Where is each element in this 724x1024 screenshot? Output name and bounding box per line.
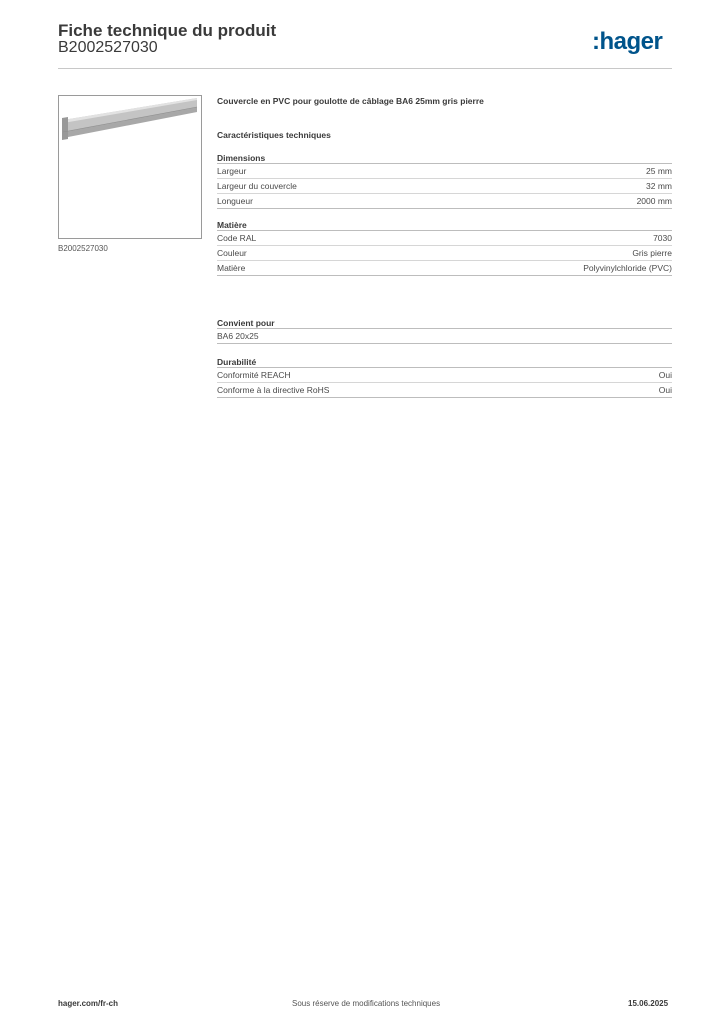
section-material (217, 219, 672, 276)
footer-disclaimer: Sous réserve de modifications techniques (292, 999, 441, 1008)
spec-label: BA6 20x25 (217, 331, 259, 341)
section-sustainability (217, 356, 672, 398)
footer-date: 15.06.2025 (628, 999, 669, 1008)
spec-label: Largeur (217, 166, 247, 176)
product-image (58, 95, 202, 239)
spec-label: Code RAL (217, 233, 257, 243)
spec-value: Oui (658, 385, 672, 395)
product-image-caption: B2002527030 (58, 244, 108, 253)
spec-label: Matière (217, 263, 246, 273)
spec-row (217, 329, 672, 344)
spec-label: Largeur du couvercle (217, 181, 297, 191)
product-specs (217, 96, 672, 398)
spec-value: Gris pierre (632, 248, 672, 258)
spec-value: 25 mm (646, 166, 672, 176)
footer-website-link[interactable]: hager.com/fr-ch (58, 999, 119, 1008)
spec-label: Conforme à la directive RoHS (217, 385, 330, 395)
header-divider (58, 68, 672, 69)
product-code: B2002527030 (58, 39, 158, 56)
spec-row (217, 194, 672, 209)
hager-logo (592, 26, 674, 58)
spec-value: 32 mm (646, 181, 672, 191)
section-title: Matière (217, 219, 672, 231)
spec-label: Couleur (217, 248, 247, 258)
product-description: Couvercle en PVC pour goulotte de câblage BA6 25mm gris pierre (217, 96, 484, 106)
spec-row (217, 164, 672, 179)
spec-row (217, 261, 672, 276)
spec-label: Conformité REACH (217, 370, 291, 380)
spec-label: Longueur (217, 196, 253, 206)
spec-value: 7030 (653, 233, 672, 243)
spec-row (217, 368, 672, 383)
section-title: Convient pour (217, 317, 672, 329)
spec-value: 2000 mm (636, 196, 672, 206)
spec-row (217, 231, 672, 246)
spec-value: Polyvinylchloride (PVC) (583, 263, 672, 273)
section-dimensions (217, 152, 672, 209)
product-cover-drawing (59, 96, 201, 238)
spec-row (217, 179, 672, 194)
spec-value: Oui (658, 370, 672, 380)
spec-row (217, 383, 672, 398)
tech-specs-heading: Caractéristiques techniques (217, 130, 331, 140)
spec-row (217, 246, 672, 261)
document-title: Fiche technique du produit (58, 21, 277, 40)
section-title: Durabilité (217, 356, 672, 368)
section-suitable-for (217, 317, 672, 344)
hager-logo-text: :hager (592, 28, 663, 55)
section-title: Dimensions (217, 152, 672, 164)
